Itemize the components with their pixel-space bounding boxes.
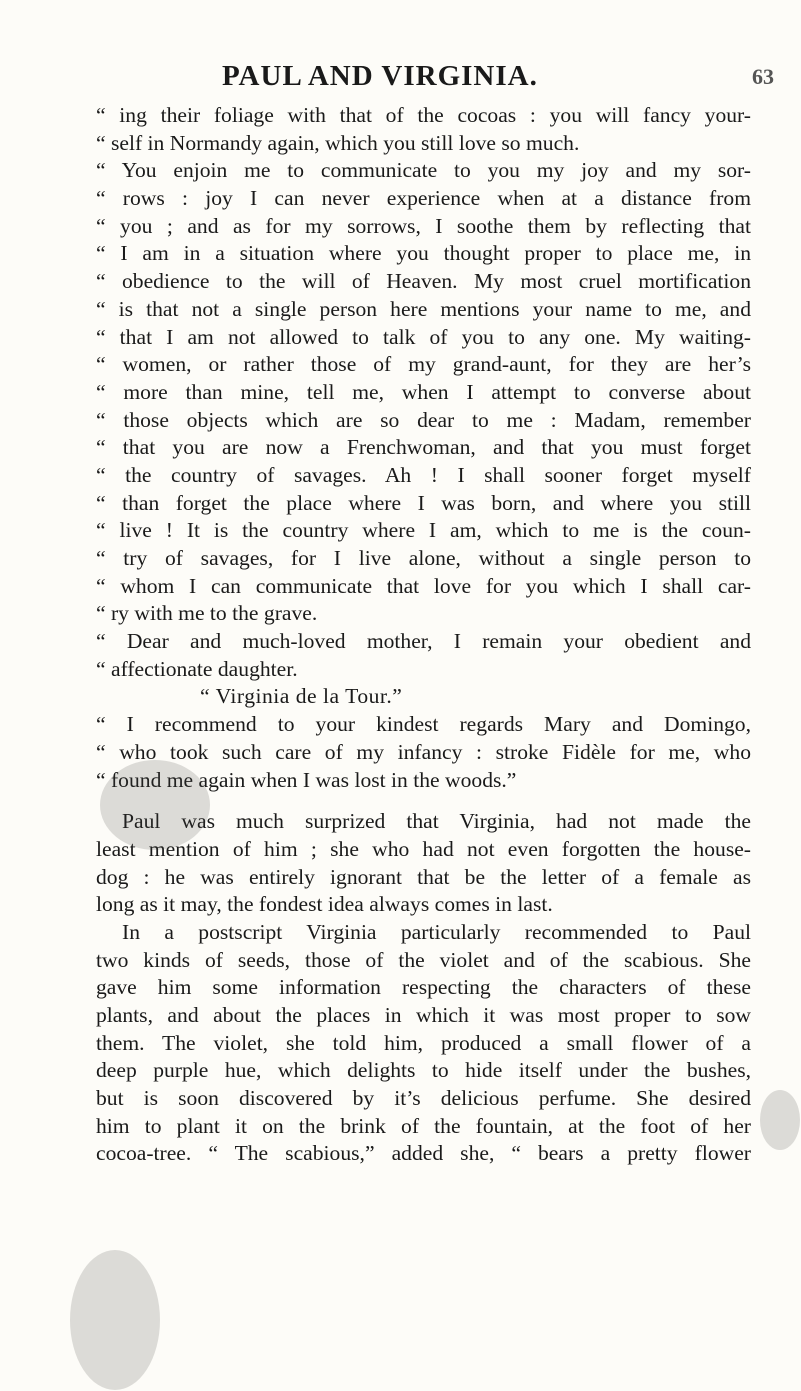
letter-line: “ ing their foliage with that of the cocoas : you will fancy your- bbox=[96, 103, 751, 127]
letter-line: “ ry with me to the grave. bbox=[96, 601, 318, 626]
narrative-line: plants, and about the places in which it was most proper to sow bbox=[96, 1003, 751, 1027]
letter-line: “ whom I can communicate that love for you which I shall car- bbox=[96, 573, 751, 598]
letter-line: “ the country of savages. Ah ! I shall sooner forget myself bbox=[96, 462, 751, 487]
narrative-line: long as it may, the fondest idea always comes in last. bbox=[96, 892, 553, 917]
narrative-line: cocoa-tree. “ The scabious,” added she, “ bears a pretty flower bbox=[96, 1141, 751, 1166]
letter-line: “ I am in a situation where you thought proper to place me, in bbox=[96, 241, 751, 266]
page-number: 63 bbox=[752, 64, 774, 89]
letter-line: “ is that not a single person here mentions your name to me, and bbox=[96, 296, 751, 321]
postscript-line: “ found me again when I was lost in the woods.” bbox=[96, 767, 517, 792]
postscript-line: “ I recommend to your kindest regards Mary and Domingo, bbox=[96, 712, 751, 737]
body-text bbox=[96, 102, 751, 1168]
letter-line: “ that you are now a Frenchwoman, and that you must forget bbox=[96, 435, 751, 460]
narrative-line: Paul was much surprized that Virginia, had not made the bbox=[122, 809, 751, 834]
narrative-line: them. The violet, she told him, produced a small flower of a bbox=[96, 1030, 751, 1055]
narrative-line: deep purple hue, which delights to hide itself under the bushes, bbox=[96, 1058, 751, 1083]
page-stain bbox=[100, 760, 210, 850]
letter-line: “ you ; and as for my sorrows, I soothe them by reflecting that bbox=[96, 213, 751, 238]
postscript-line: “ who took such care of my infancy : stroke Fidèle for me, who bbox=[96, 739, 751, 764]
narrative-line: gave him some information respecting the characters of these bbox=[96, 975, 751, 1000]
running-title: PAUL AND VIRGINIA. bbox=[222, 60, 538, 92]
narrative-line: least mention of him ; she who had not even forgotten the house- bbox=[96, 836, 751, 861]
letter-line: “ self in Normandy again, which you still love so much. bbox=[96, 130, 580, 155]
letter-line: “ than forget the place where I was born, and where you still bbox=[96, 490, 751, 515]
letter-line: “ rows : joy I can never experience when at a distance from bbox=[96, 186, 751, 211]
narrative-line: In a postscript Virginia particularly recommended to Paul bbox=[122, 919, 751, 944]
narrative-line: him to plant it on the brink of the fountain, at the foot of her bbox=[96, 1113, 751, 1138]
letter-line: “ women, or rather those of my grand-aunt, for they are her’s bbox=[96, 352, 751, 377]
letter-line: “ live ! It is the country where I am, which to me is the coun- bbox=[96, 518, 751, 543]
page-stain bbox=[760, 1090, 800, 1150]
letter-line: “ Dear and much-loved mother, I remain your obedient and bbox=[96, 629, 751, 654]
signature: “ Virginia de la Tour.” bbox=[200, 684, 403, 709]
letter-line: “ that I am not allowed to talk of you to any one. My waiting- bbox=[96, 324, 751, 349]
letter-line: “ obedience to the will of Heaven. My most cruel mortification bbox=[96, 269, 751, 294]
narrative-text bbox=[96, 808, 751, 1168]
narrative-line: but is soon discovered by it’s delicious perfume. She desired bbox=[96, 1086, 751, 1111]
letter-line: “ those objects which are so dear to me : Madam, remember bbox=[96, 407, 751, 432]
letter-line: “ try of savages, for I live alone, without a single person to bbox=[96, 546, 751, 570]
letter-line: “ affectionate daughter. bbox=[96, 656, 298, 681]
page-header bbox=[0, 60, 801, 100]
narrative-line: dog : he was entirely ignorant that be the letter of a female as bbox=[96, 864, 751, 889]
letter-line: “ You enjoin me to communicate to you my joy and my sor- bbox=[96, 158, 751, 183]
letter-text bbox=[96, 102, 751, 683]
page-stain bbox=[70, 1250, 160, 1390]
narrative-line: two kinds of seeds, those of the violet and of the scabious. She bbox=[96, 947, 751, 972]
letter-line: “ more than mine, tell me, when I attempt to converse about bbox=[96, 379, 751, 404]
